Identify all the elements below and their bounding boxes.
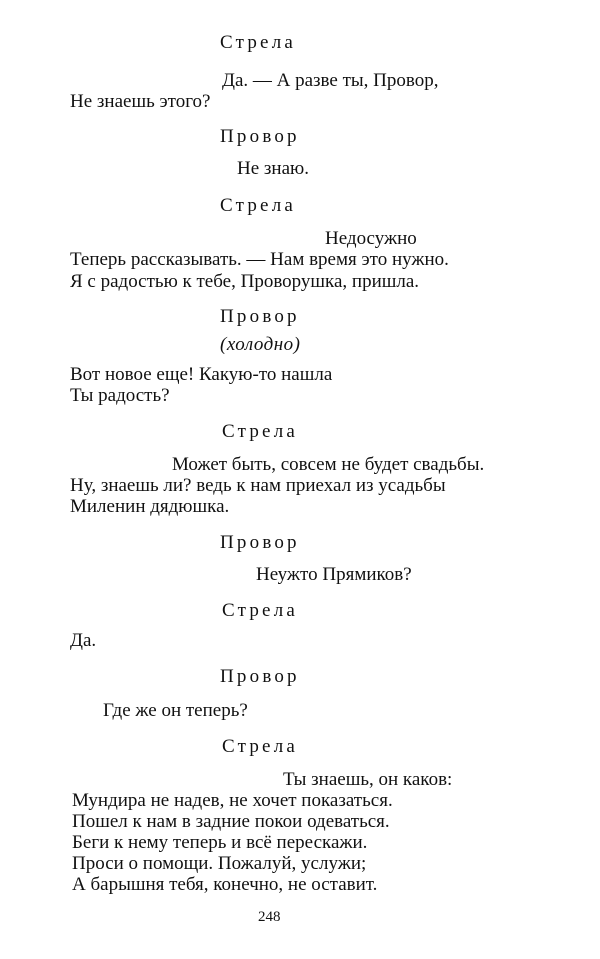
verse-line: А барышня тебя, конечно, не оставит. — [72, 874, 378, 895]
verse-line: Вот новое еще! Какую-то нашла — [70, 364, 333, 385]
verse-line: Мундира не надев, не хочет показаться. — [72, 790, 393, 811]
verse-line: Ты радость? — [70, 385, 170, 406]
verse-line: Неужто Прямиков? — [256, 564, 412, 585]
speaker-name: Провор — [220, 666, 300, 687]
speaker-name: Стрела — [222, 600, 299, 621]
verse-line: Пошел к нам в задние покои одеваться. — [72, 811, 390, 832]
speaker-name: Провор — [220, 306, 300, 327]
speaker-name: Стрела — [220, 32, 297, 53]
verse-line: Ну, знаешь ли? ведь к нам приехал из усадьбы — [70, 475, 446, 496]
verse-line: Ты знаешь, он каков: — [283, 769, 453, 790]
verse-line: Не знаю. — [237, 158, 309, 179]
verse-line: Теперь рассказывать. — Нам время это нужно. — [70, 249, 449, 270]
page-number: 248 — [258, 909, 281, 925]
speaker-name: Стрела — [222, 736, 299, 757]
speaker-name: Стрела — [222, 421, 299, 442]
verse-line: Может быть, совсем не будет свадьбы. — [172, 454, 485, 475]
verse-line: Да. — А разве ты, Провор, — [222, 70, 439, 91]
verse-line: Я с радостью к тебе, Проворушка, пришла. — [70, 271, 420, 292]
verse-line: Да. — [70, 630, 97, 651]
speaker-name: Провор — [220, 532, 300, 553]
speaker-name: Провор — [220, 126, 300, 147]
speaker-name: Стрела — [220, 195, 297, 216]
verse-line: Беги к нему теперь и всё перескажи. — [72, 832, 368, 853]
verse-line: Где же он теперь? — [103, 700, 248, 721]
verse-line: Проси о помощи. Пожалуй, услужи; — [72, 853, 367, 874]
verse-line: Недосужно — [325, 228, 417, 249]
verse-line: Миленин дядюшка. — [70, 496, 230, 517]
verse-line: Не знаешь этого? — [70, 91, 211, 112]
stage-direction: (холодно) — [220, 334, 301, 355]
